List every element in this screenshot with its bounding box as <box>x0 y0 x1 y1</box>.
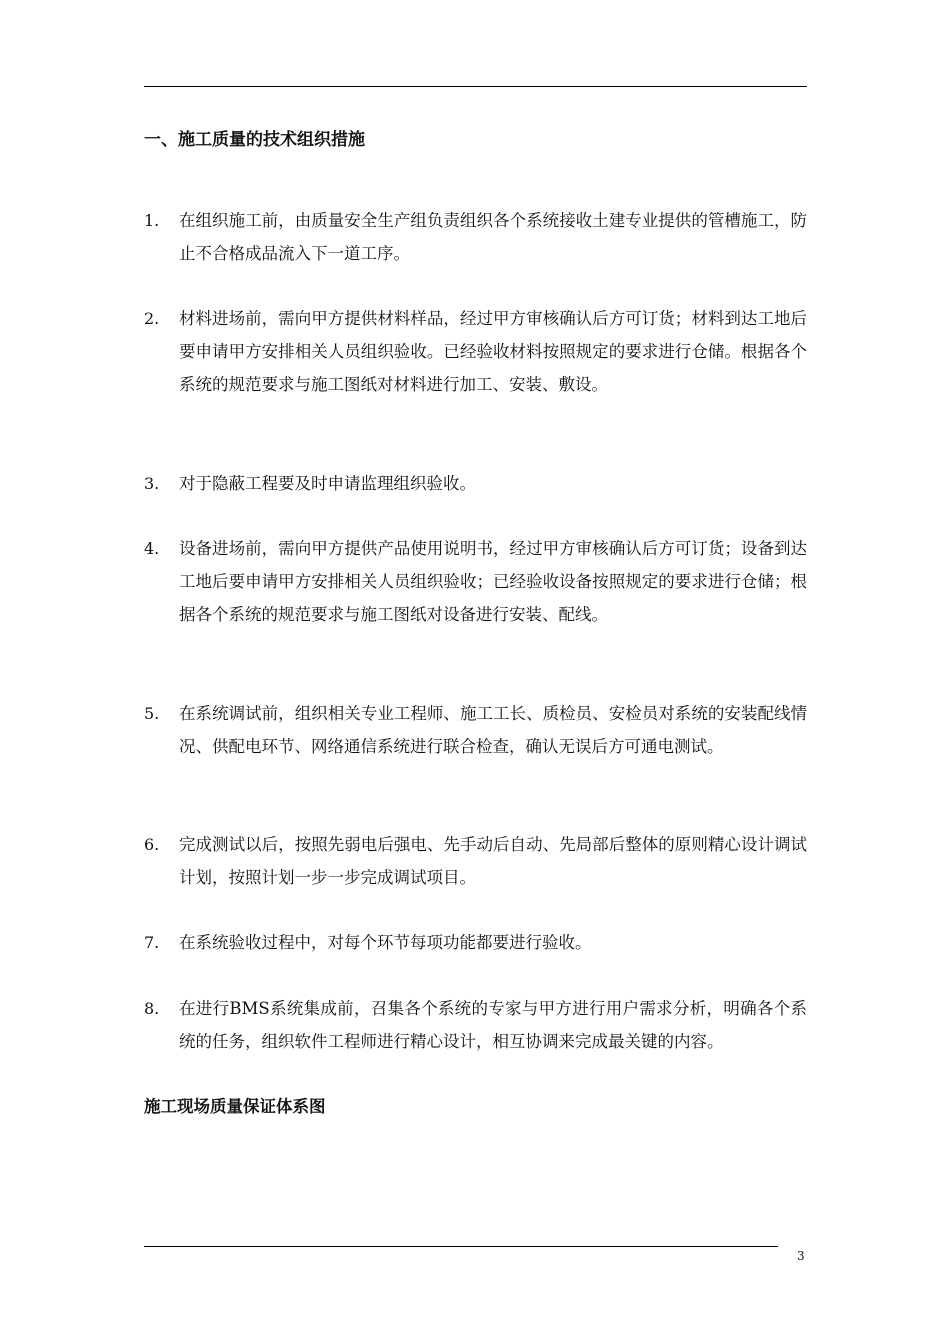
item-number: 8. <box>144 999 160 1018</box>
item-text: 设备进场前，需向甲方提供产品使用说明书，经过甲方审核确认后方可订货；设备到达工地后要申请甲方安排相关人员组织验收；已经验收设备按照规定的要求进行仓储；根据各个系统的规范要求与施工图纸对设备进行安装、配线。 <box>179 539 807 624</box>
item-number: 3. <box>144 474 160 493</box>
item-text: 对于隐蔽工程要及时申请监理组织验收。 <box>179 474 476 493</box>
item-text: 材料进场前，需向甲方提供材料样品，经过甲方审核确认后方可订货；材料到达工地后要申请甲方安排相关人员组织验收。已经验收材料按照规定的要求进行仓储。根据各个系统的规范要求与施工图纸对材料进行加工、安装、敷设。 <box>179 309 807 394</box>
section-title: 一、施工质量的技术组织措施 <box>144 130 365 150</box>
diagram-title: 施工现场质量保证体系图 <box>144 1097 326 1116</box>
item-text: 在组织施工前，由质量安全生产组负责组织各个系统接收土建专业提供的管槽施工，防止不合格成品流入下一道工序。 <box>179 211 807 263</box>
item-number: 5. <box>144 704 160 723</box>
item-number: 7. <box>144 933 160 952</box>
item-text: 在系统调试前，组织相关专业工程师、施工工长、质检员、安检员对系统的安装配线情况、供配电环节、网络通信系统进行联合检查，确认无误后方可通电测试。 <box>179 704 807 756</box>
item-text: 在进行BMS系统集成前，召集各个系统的专家与甲方进行用户需求分析，明确各个系统的任务，组织软件工程师进行精心设计，相互协调来完成最关键的内容。 <box>179 999 807 1051</box>
item-text: 完成测试以后，按照先弱电后强电、先手动后自动、先局部后整体的原则精心设计调试计划，按照计划一步一步完成调试项目。 <box>179 835 807 887</box>
page-number: 3 <box>797 1249 805 1263</box>
footer-rule <box>144 1246 778 1247</box>
item-number: 4. <box>144 539 160 558</box>
header-rule <box>144 86 807 87</box>
item-number: 6. <box>144 835 160 854</box>
item-text: 在系统验收过程中，对每个环节每项功能都要进行验收。 <box>179 933 592 952</box>
item-number: 1. <box>144 211 160 230</box>
item-number: 2. <box>144 309 160 328</box>
